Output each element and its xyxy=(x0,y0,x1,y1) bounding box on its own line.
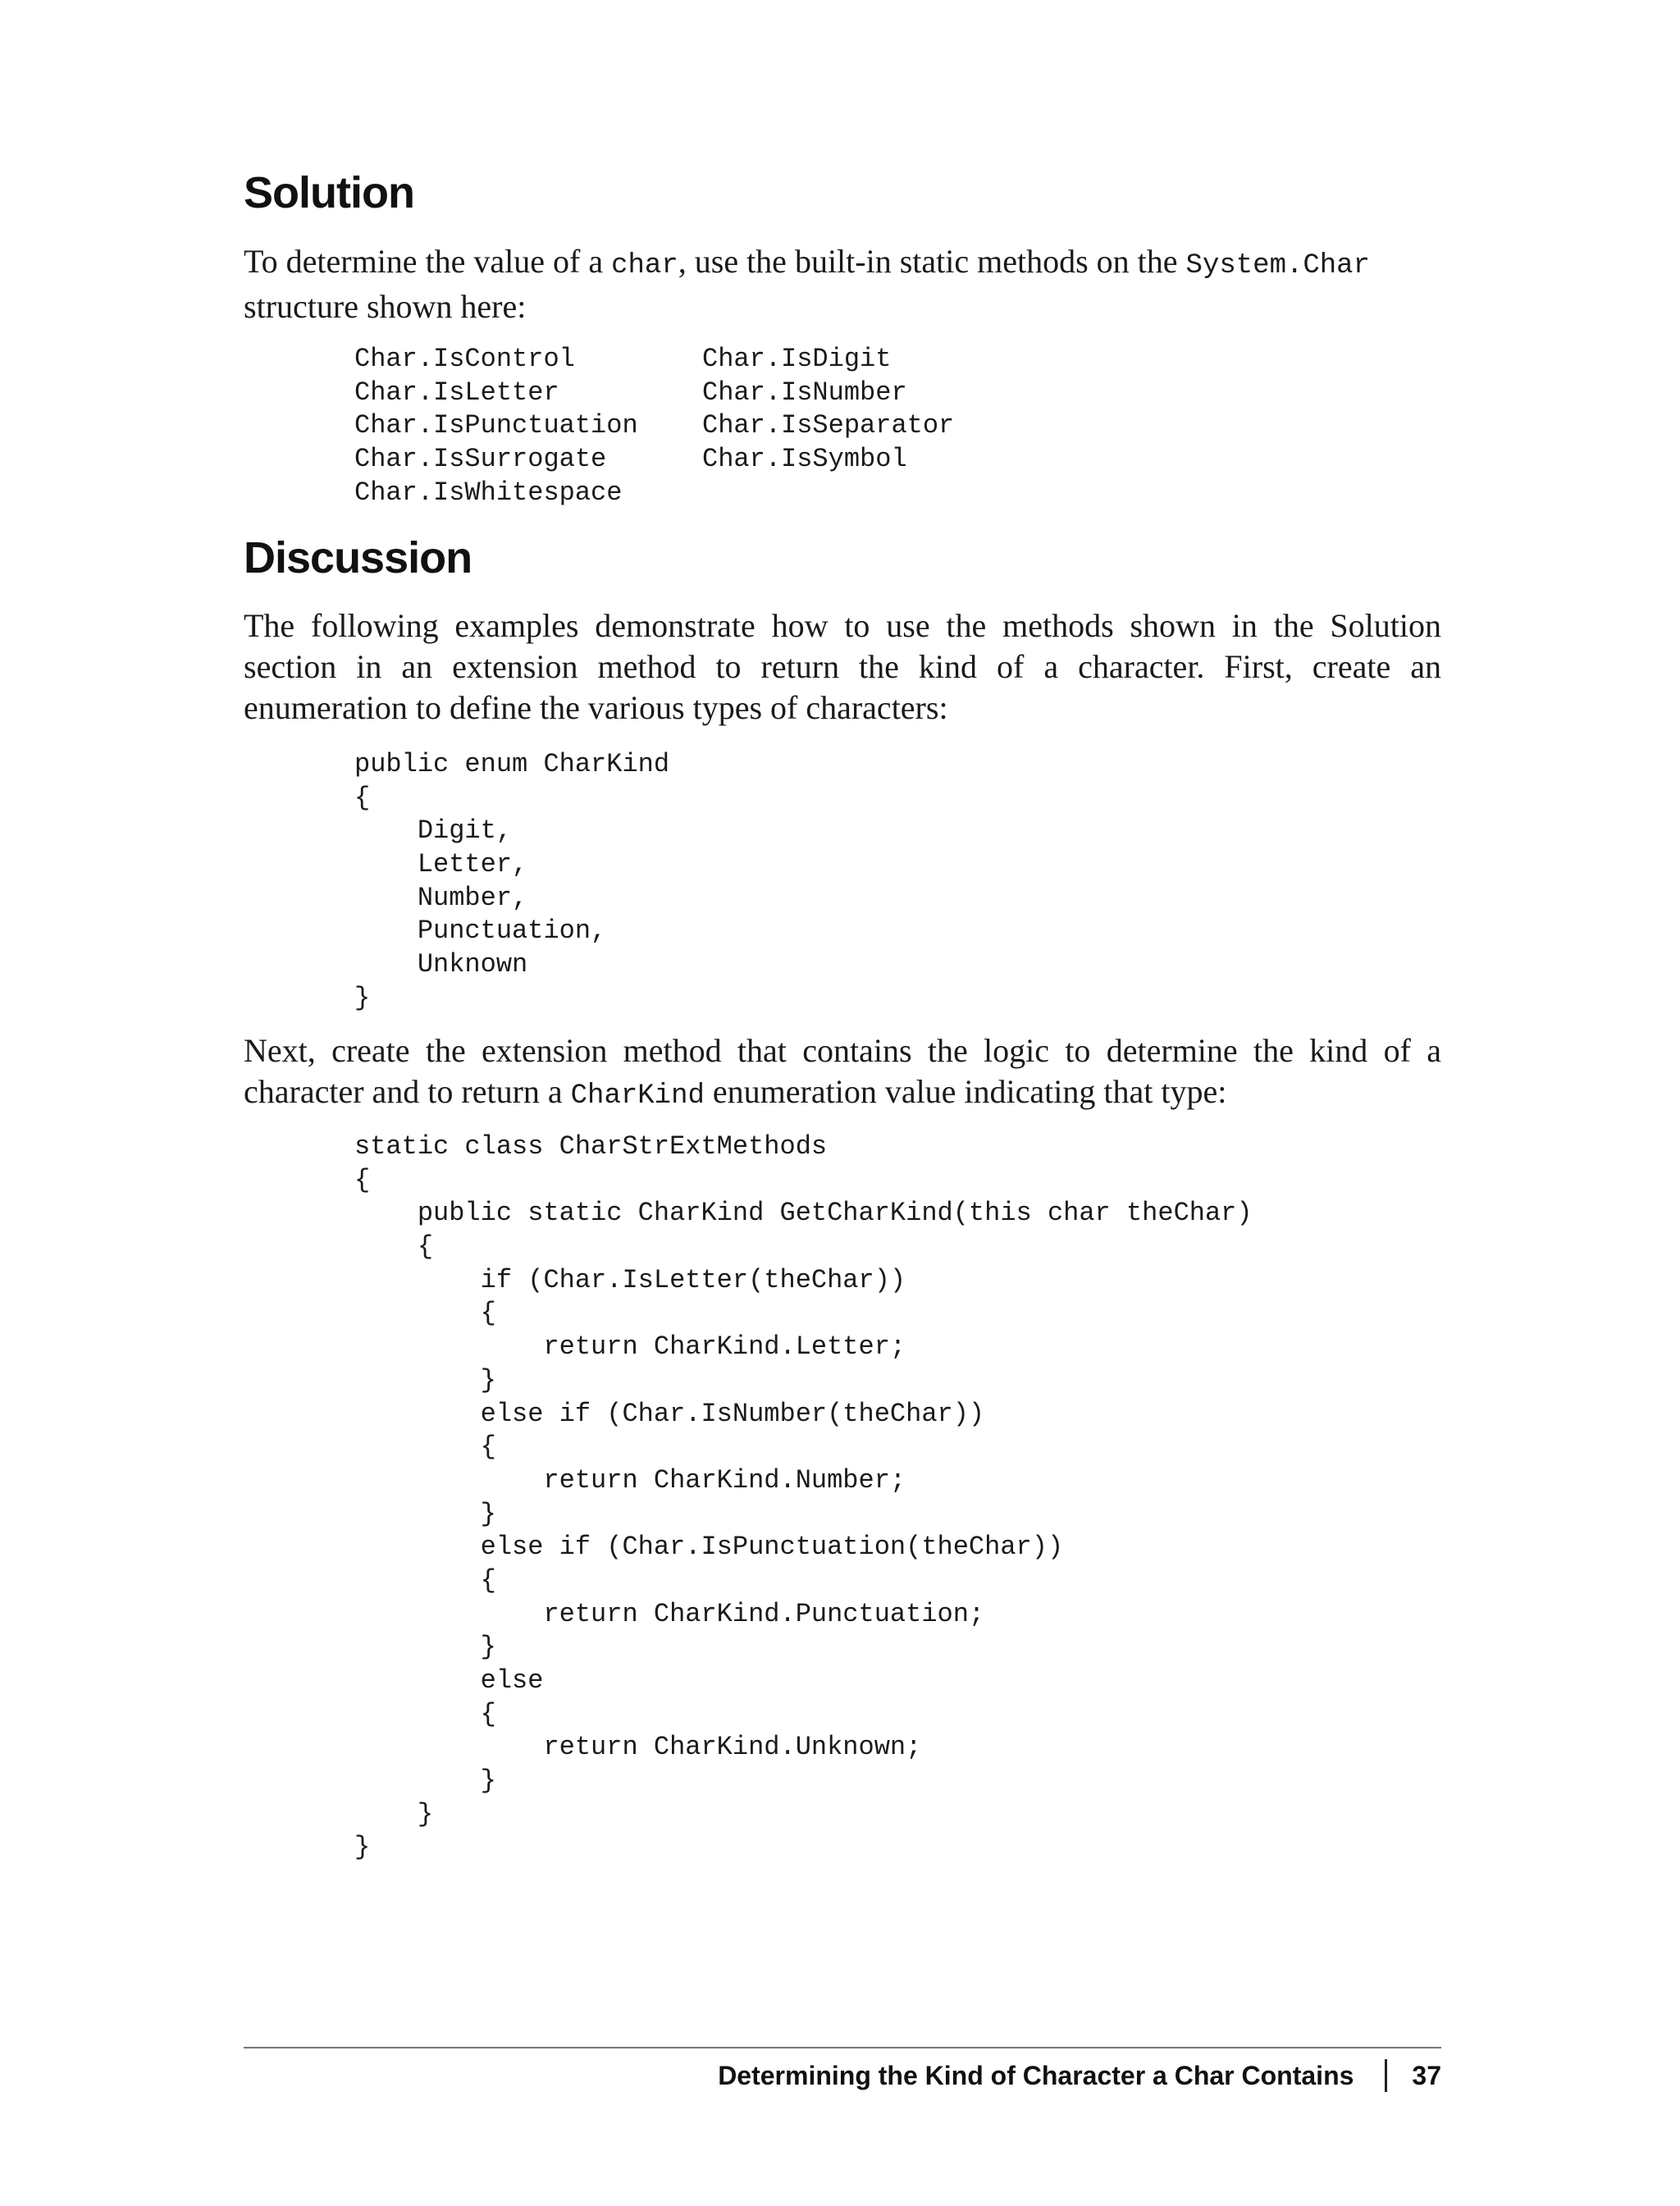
method-name: Char.IsPunctuation xyxy=(354,410,638,441)
method-name: Char.IsSurrogate xyxy=(354,444,607,475)
code-line: return CharKind.Punctuation; xyxy=(354,1598,985,1629)
code-line: else xyxy=(354,1665,544,1696)
code-line: { xyxy=(354,1432,496,1463)
text-run: To determine the value of a xyxy=(244,243,612,280)
text-run: structure shown here: xyxy=(244,288,527,325)
code-line: { xyxy=(354,1698,496,1729)
code-line: return CharKind.Unknown; xyxy=(354,1732,922,1763)
extension-method-code-block xyxy=(354,1130,1253,1865)
solution-paragraph xyxy=(244,241,1441,327)
code-line: Number, xyxy=(354,882,528,913)
code-line: return CharKind.Letter; xyxy=(354,1331,906,1363)
text-run: , use the built-in static methods on the xyxy=(678,243,1186,280)
solution-heading: Solution xyxy=(244,168,414,217)
method-name: Char.IsSymbol xyxy=(702,444,907,475)
method-name: Char.IsNumber xyxy=(702,377,907,408)
code-line: } xyxy=(354,1364,496,1395)
code-line: { xyxy=(354,1564,496,1596)
page-footer xyxy=(244,2051,1441,2100)
enum-code-block xyxy=(354,748,669,1016)
inline-code-charkind: CharKind xyxy=(570,1080,705,1112)
code-line: } xyxy=(354,1632,496,1663)
text-run: Next, create the extension method that contains the logic to determine the kind of a character and to return a xyxy=(244,1032,1441,1110)
code-line: else if (Char.IsPunctuation(theChar)) xyxy=(354,1532,1064,1563)
code-line: public enum CharKind xyxy=(354,749,670,779)
code-line: } xyxy=(354,1798,434,1829)
method-name: Char.IsSeparator xyxy=(702,410,955,441)
method-list-column-2 xyxy=(702,343,954,477)
method-list-column-1 xyxy=(354,343,638,509)
discussion-paragraph-1: The following examples demonstrate how to use the methods shown in the Solution section in an extension method to return the kind of a character. First, create an enumeration to define the various types of characters: xyxy=(244,607,1441,726)
method-name: Char.IsLetter xyxy=(354,377,559,408)
inline-code-char: char xyxy=(611,250,678,281)
footer-separator xyxy=(1385,2059,1387,2092)
footer-divider xyxy=(244,2047,1441,2048)
discussion-heading: Discussion xyxy=(244,533,472,582)
code-line: { xyxy=(354,1164,371,1195)
code-line: Punctuation, xyxy=(354,916,607,947)
code-line: } xyxy=(354,982,371,1013)
code-line: { xyxy=(354,1298,496,1329)
discussion-paragraph-2 xyxy=(244,1030,1441,1117)
code-line: return CharKind.Number; xyxy=(354,1464,906,1496)
inline-code-system-char: System.Char xyxy=(1185,250,1370,281)
code-line: if (Char.IsLetter(theChar)) xyxy=(354,1264,906,1295)
code-line: } xyxy=(354,1765,496,1797)
code-line: public static CharKind GetCharKind(this char theChar) xyxy=(354,1198,1253,1229)
code-line: Unknown xyxy=(354,949,528,980)
method-name: Char.IsControl xyxy=(354,344,575,374)
code-line: Letter, xyxy=(354,849,528,880)
text-run: enumeration value indicating that type: xyxy=(704,1073,1227,1110)
code-line: { xyxy=(354,782,371,813)
code-line: } xyxy=(354,1498,496,1529)
code-line: } xyxy=(354,1832,371,1863)
method-name: Char.IsWhitespace xyxy=(354,477,623,508)
code-line: Digit, xyxy=(354,815,513,847)
code-line: else if (Char.IsNumber(theChar)) xyxy=(354,1398,985,1429)
method-name: Char.IsDigit xyxy=(702,344,892,374)
running-title: Determining the Kind of Character a Char Contains xyxy=(718,2060,1354,2090)
code-line: { xyxy=(354,1231,434,1263)
page-number: 37 xyxy=(1412,2060,1441,2090)
code-line: static class CharStrExtMethods xyxy=(354,1131,828,1162)
